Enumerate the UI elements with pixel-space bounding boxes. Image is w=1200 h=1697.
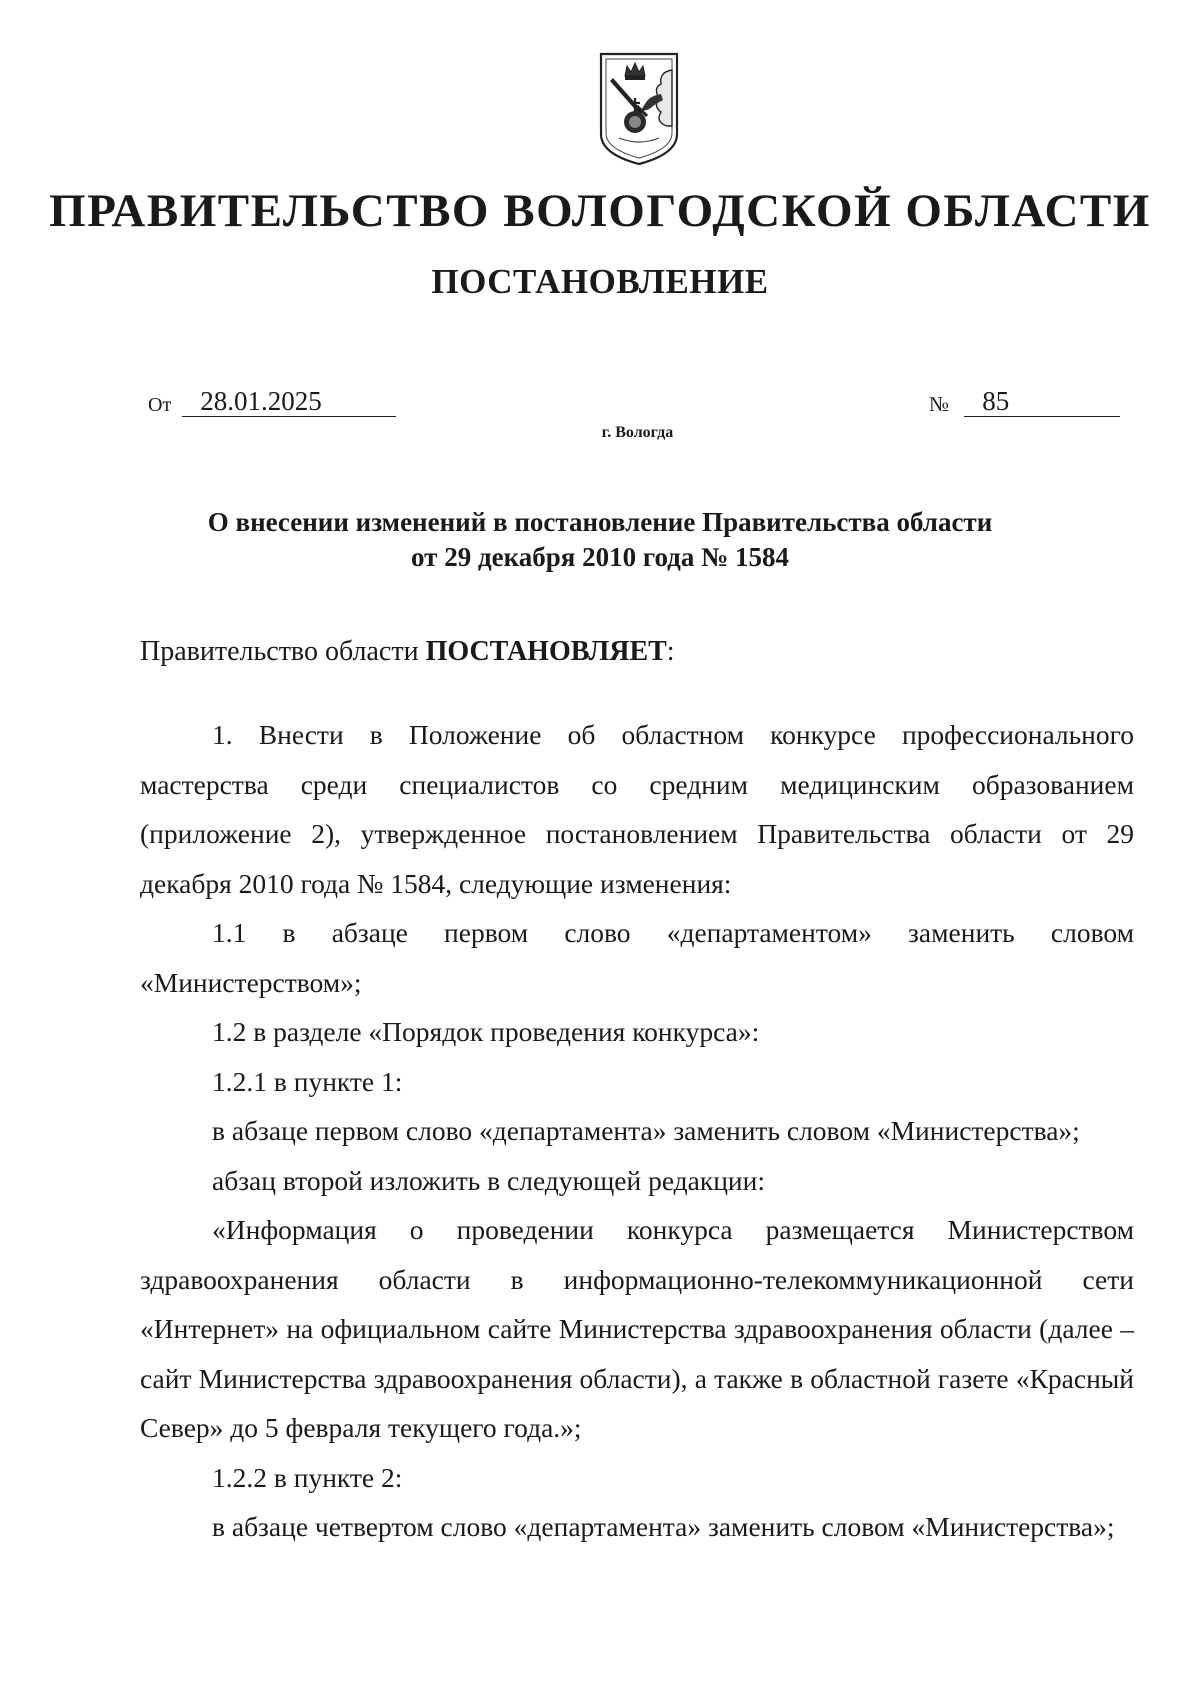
- document-type-title: ПОСТАНОВЛЕНИЕ: [431, 262, 769, 301]
- organization-title: ПРАВИТЕЛЬСТВО ВОЛОГОДСКОЙ ОБЛАСТИ: [49, 185, 1151, 237]
- coat-of-arms-emblem: [597, 50, 681, 168]
- number-field: [929, 386, 1120, 417]
- paragraph-item-1: 1. Внести в Положение об областном конкурсе профессионального мастерства среди специалистов со средним медицинским образованием (приложение 2), утвержденное постановлением Правительства области от 29 декабря 2010 года № 1584, следующие изменения:: [140, 719, 1134, 899]
- date-label: От: [148, 394, 172, 416]
- preamble: [140, 636, 675, 668]
- city-label: г. Вологда: [601, 424, 674, 441]
- subject-line-1: О внесении изменений в постановление Правительства области: [207, 507, 993, 537]
- paragraph-item-1-1: 1.1 в абзаце первом слово «департаментом» заменить словом «Министерством»;: [140, 917, 1134, 998]
- paragraph-abzac-1: в абзаце первом слово «департамента» заменить словом «Министерства»;: [212, 1115, 1080, 1146]
- preamble-suffix: :: [666, 636, 675, 667]
- date-value: 28.01.2025: [182, 386, 396, 417]
- number-label: №: [929, 392, 950, 416]
- date-field: [148, 386, 396, 417]
- document-subject: [0, 505, 1200, 575]
- document-body: [140, 710, 1134, 1552]
- paragraph-item-1-2-1: 1.2.1 в пункте 1:: [212, 1065, 403, 1097]
- paragraph-abzac-4: в абзаце четвертом слово «департамента» заменить словом «Министерства»;: [212, 1511, 1115, 1542]
- paragraph-item-1-2: 1.2 в разделе «Порядок проведения конкурса»:: [212, 1016, 760, 1047]
- preamble-emphasis: ПОСТАНОВЛЯЕТ: [425, 636, 667, 667]
- preamble-text: Правительство области: [140, 636, 426, 667]
- paragraph-new-text: «Информация о проведении конкурса размещается Министерством здравоохранения области в информационно-телекоммуникационной сети «Интернет» на официальном сайте Министерства здравоохранения области (далее – сайт Министерства здравоохранения области), а также в областной газете «Красный Север» до 5 февраля текущего года.»;: [140, 1214, 1134, 1443]
- paragraph-item-1-2-2: 1.2.2 в пункте 2:: [212, 1461, 403, 1493]
- number-value: 85: [964, 386, 1120, 417]
- paragraph-abzac-2: абзац второй изложить в следующей редакции:: [212, 1164, 766, 1196]
- subject-line-2: от 29 декабря 2010 года № 1584: [411, 542, 789, 572]
